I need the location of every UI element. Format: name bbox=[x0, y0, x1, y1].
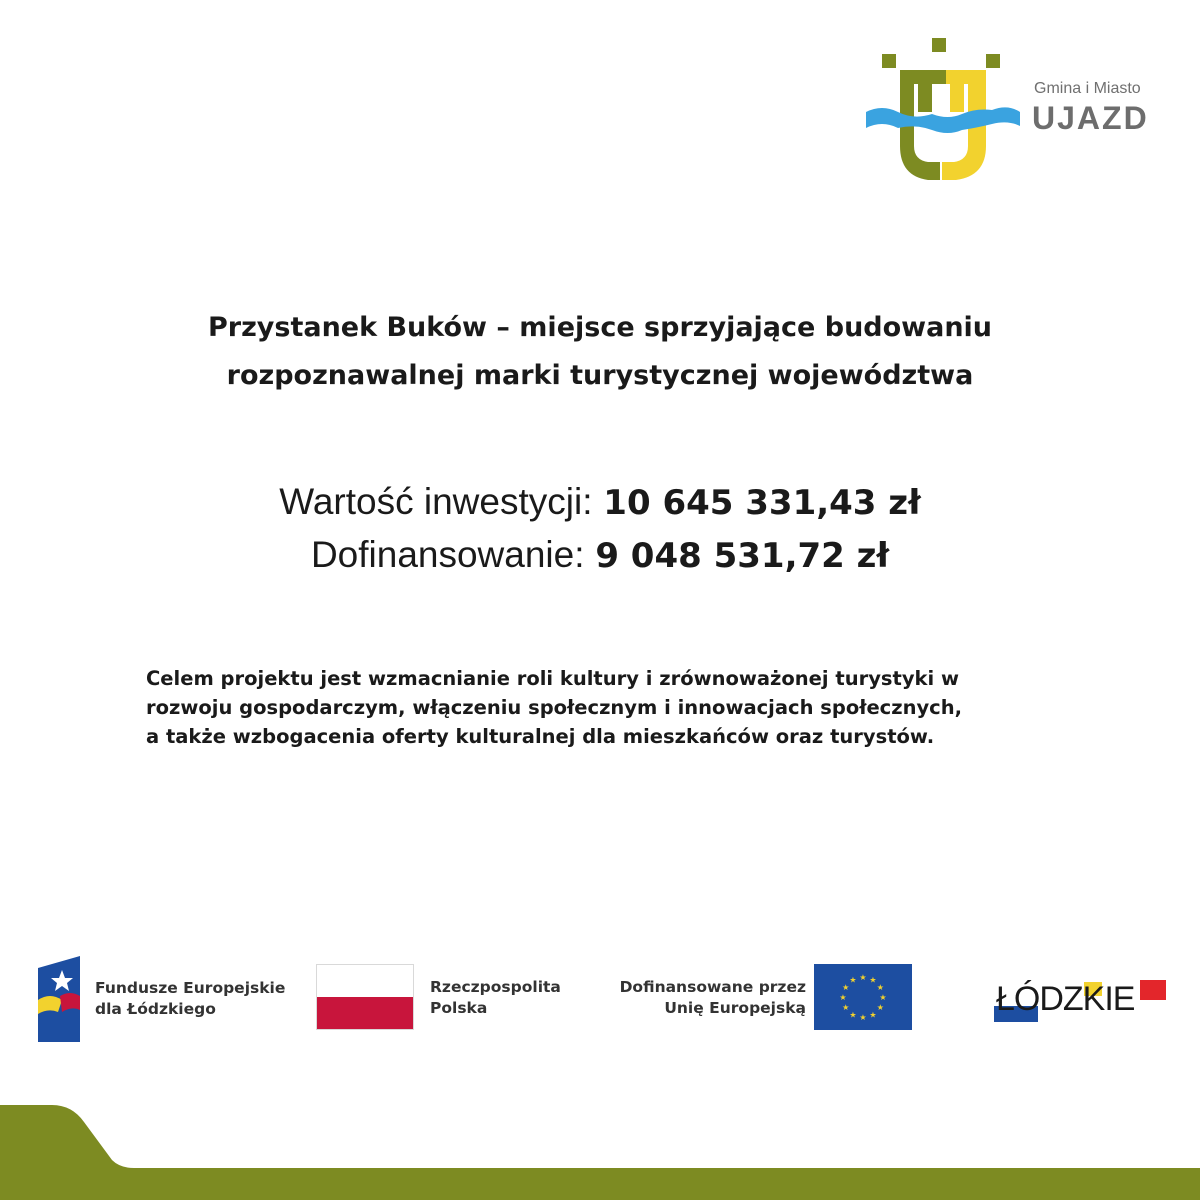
investment-value-label: Wartość inwestycji: bbox=[279, 481, 593, 522]
logo-subtitle: Gmina i Miasto bbox=[1034, 80, 1141, 97]
funding-value-row bbox=[0, 529, 1200, 582]
fundusze-europejskie-icon bbox=[36, 956, 82, 1044]
logo-name: UJAZD bbox=[1032, 100, 1149, 136]
eu-stars bbox=[814, 964, 912, 1030]
headline-line: Przystanek Buków – miejsce sprzyjające budowaniu bbox=[207, 312, 993, 343]
bottom-decorative-band bbox=[0, 1100, 1200, 1200]
eu-line: Unię Europejską bbox=[664, 999, 806, 1017]
eu-star-icon: ★ bbox=[869, 975, 877, 985]
eu-star-icon: ★ bbox=[839, 993, 847, 1002]
eu-star-icon: ★ bbox=[849, 975, 857, 985]
eu-star-icon: ★ bbox=[842, 1003, 850, 1012]
eu-flag-icon bbox=[814, 964, 912, 1030]
eu-star-icon: ★ bbox=[876, 983, 884, 992]
description-line: a także wzbogacenia oferty kulturalnej dla mieszkańców oraz turystów. bbox=[146, 725, 935, 748]
page-title bbox=[0, 304, 1200, 400]
investment-value-amount: 10 645 331,43 zł bbox=[603, 483, 921, 523]
lodzkie-logo bbox=[992, 978, 1172, 1028]
description-line: rozwoju gospodarczym, włączeniu społecznym i innowacjach społecznych, bbox=[146, 696, 963, 719]
fe-line: dla Łódzkiego bbox=[95, 1000, 216, 1018]
eu-star-icon: ★ bbox=[869, 1010, 877, 1020]
eu-star-icon: ★ bbox=[876, 1003, 884, 1012]
fe-line: Fundusze Europejskie bbox=[95, 979, 286, 997]
eu-line: Dofinansowane przez bbox=[619, 978, 806, 996]
fundusze-europejskie-text bbox=[95, 978, 285, 1020]
lodzkie-text: ŁÓDZKIE bbox=[996, 980, 1135, 1018]
ujazd-emblem-icon bbox=[862, 34, 1027, 184]
eu-star-icon: ★ bbox=[859, 973, 867, 982]
rzeczpospolita-polska-logo bbox=[316, 964, 586, 1034]
description-line: Celem projektu jest wzmacnianie roli kultury i zrównoważonej turystyki w bbox=[146, 667, 960, 690]
eu-funding-logo bbox=[608, 964, 918, 1034]
eu-star-icon: ★ bbox=[842, 983, 850, 992]
headline-line: rozpoznawalnej marki turystycznej województwa bbox=[226, 360, 974, 391]
funding-value-label: Dofinansowanie: bbox=[310, 534, 585, 575]
investment-values bbox=[0, 476, 1200, 582]
investment-value-row bbox=[0, 476, 1200, 529]
eu-star-icon: ★ bbox=[879, 993, 887, 1002]
eu-star-icon: ★ bbox=[859, 1013, 867, 1022]
ujazd-logo bbox=[862, 34, 1162, 184]
rp-line: Polska bbox=[430, 999, 488, 1017]
fundusze-europejskie-logo bbox=[36, 956, 296, 1046]
rp-line: Rzeczpospolita bbox=[430, 978, 561, 996]
eu-text bbox=[620, 977, 806, 1019]
project-description bbox=[146, 664, 1106, 751]
funding-value-amount: 9 048 531,72 zł bbox=[595, 536, 890, 576]
eu-star-icon: ★ bbox=[849, 1010, 857, 1020]
rzeczpospolita-text bbox=[430, 977, 561, 1019]
polish-flag-icon bbox=[316, 964, 414, 1030]
